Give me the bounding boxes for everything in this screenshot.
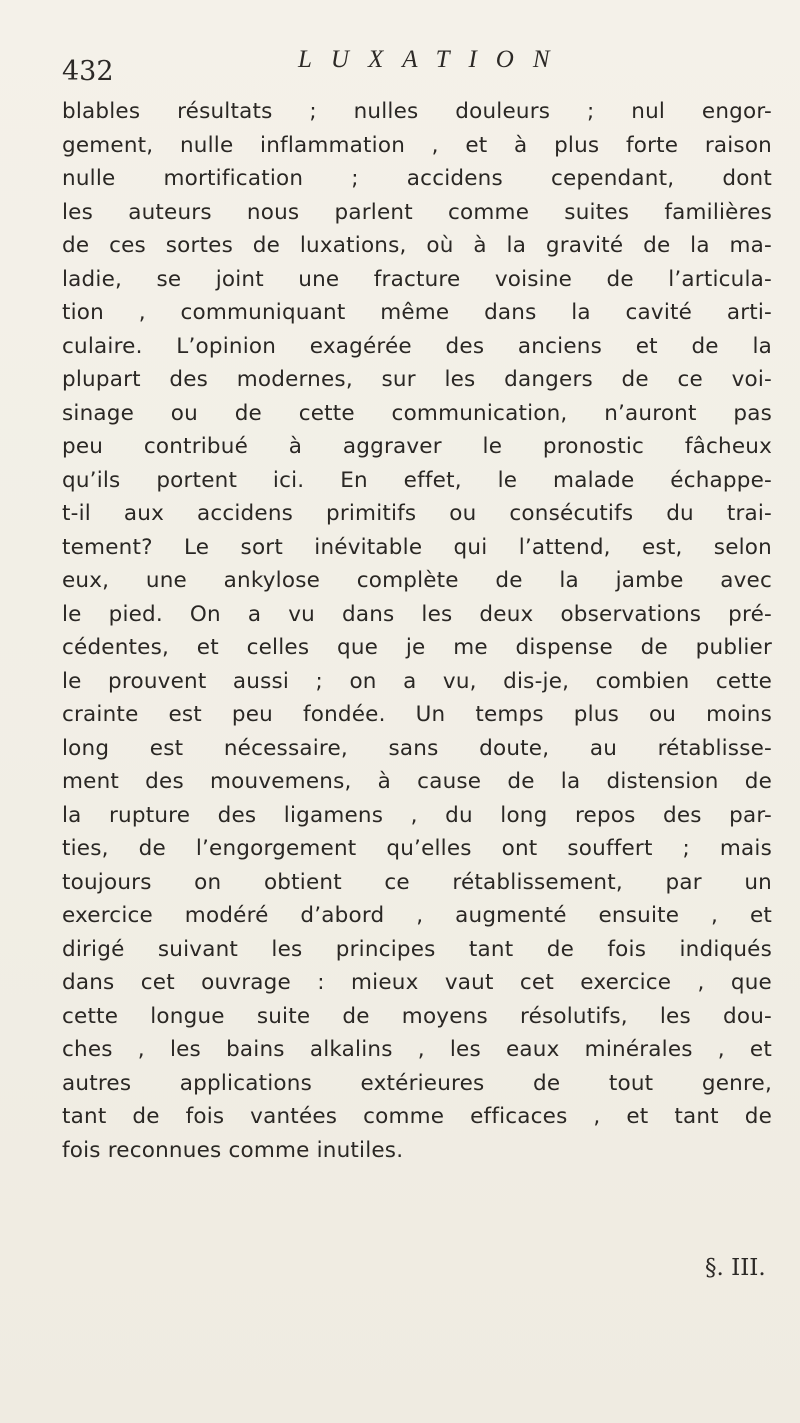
- text-line: crainte est peu fondée. Un temps plus ou moins: [62, 702, 772, 727]
- text-line: le prouvent aussi ; on a vu, dis-je, combien cette: [62, 668, 772, 694]
- text-line: ches , les bains alkalins , les eaux minérales , et: [62, 1037, 772, 1062]
- text-line: la rupture des ligamens , du long repos des par-: [62, 802, 772, 828]
- text-line: nulle mortification ; accidens cependant, dont: [62, 166, 772, 191]
- text-line: blables résultats ; nulles douleurs ; nul engor-: [62, 99, 772, 124]
- running-head: LUXATION: [298, 46, 569, 73]
- body-text: [62, 95, 772, 1167]
- text-line: autres applications extérieures de tout genre,: [62, 1070, 772, 1096]
- text-line: sinage ou de cette communication, n’auront pas: [62, 400, 772, 426]
- text-line: dirigé suivant les principes tant de fois indiqués: [62, 936, 772, 962]
- text-line: le pied. On a vu dans les deux observations pré-: [62, 601, 772, 627]
- text-line: ladie, se joint une fracture voisine de l’articula-: [62, 266, 772, 292]
- section-heading: §. III.: [705, 1255, 766, 1281]
- text-line: les auteurs nous parlent comme suites familières: [62, 199, 772, 225]
- text-line: long est nécessaire, sans doute, au rétablisse-: [62, 735, 772, 761]
- page-number: 432: [62, 56, 114, 87]
- text-line: eux, une ankylose complète de la jambe avec: [62, 568, 772, 593]
- page-header: [62, 46, 768, 87]
- text-line: ties, de l’engorgement qu’elles ont souffert ; mais: [62, 836, 772, 861]
- text-line: tement? Le sort inévitable qui l’attend, est, selon: [62, 534, 772, 560]
- text-line: qu’ils portent ici. En effet, le malade échappe-: [62, 467, 772, 493]
- text-line: dans cet ouvrage : mieux vaut cet exercice , que: [62, 970, 772, 995]
- text-line: t-il aux accidens primitifs ou consécutifs du trai-: [62, 501, 772, 526]
- text-line: tion , communiquant même dans la cavité arti-: [62, 300, 772, 325]
- text-line: plupart des modernes, sur les dangers de ce voi-: [62, 367, 772, 392]
- text-line: tant de fois vantées comme efficaces , et tant de: [62, 1104, 772, 1129]
- text-line: gement, nulle inflammation , et à plus forte raison: [62, 132, 772, 158]
- text-line: cette longue suite de moyens résolutifs, les dou-: [62, 1003, 772, 1029]
- text-line: ment des mouvemens, à cause de la distension de: [62, 769, 772, 794]
- text-line: cédentes, et celles que je me dispense de publier: [62, 635, 772, 660]
- text-line: culaire. L’opinion exagérée des anciens et de la: [62, 333, 772, 359]
- text-line: fois reconnues comme inutiles.: [62, 1137, 404, 1163]
- text-line: toujours on obtient ce rétablissement, par un: [62, 869, 772, 895]
- text-line: de ces sortes de luxations, où à la gravité de la ma-: [62, 233, 772, 258]
- text-line: peu contribué à aggraver le pronostic fâcheux: [62, 434, 772, 459]
- text-line: exercice modéré d’abord , augmenté ensuite , et: [62, 903, 772, 928]
